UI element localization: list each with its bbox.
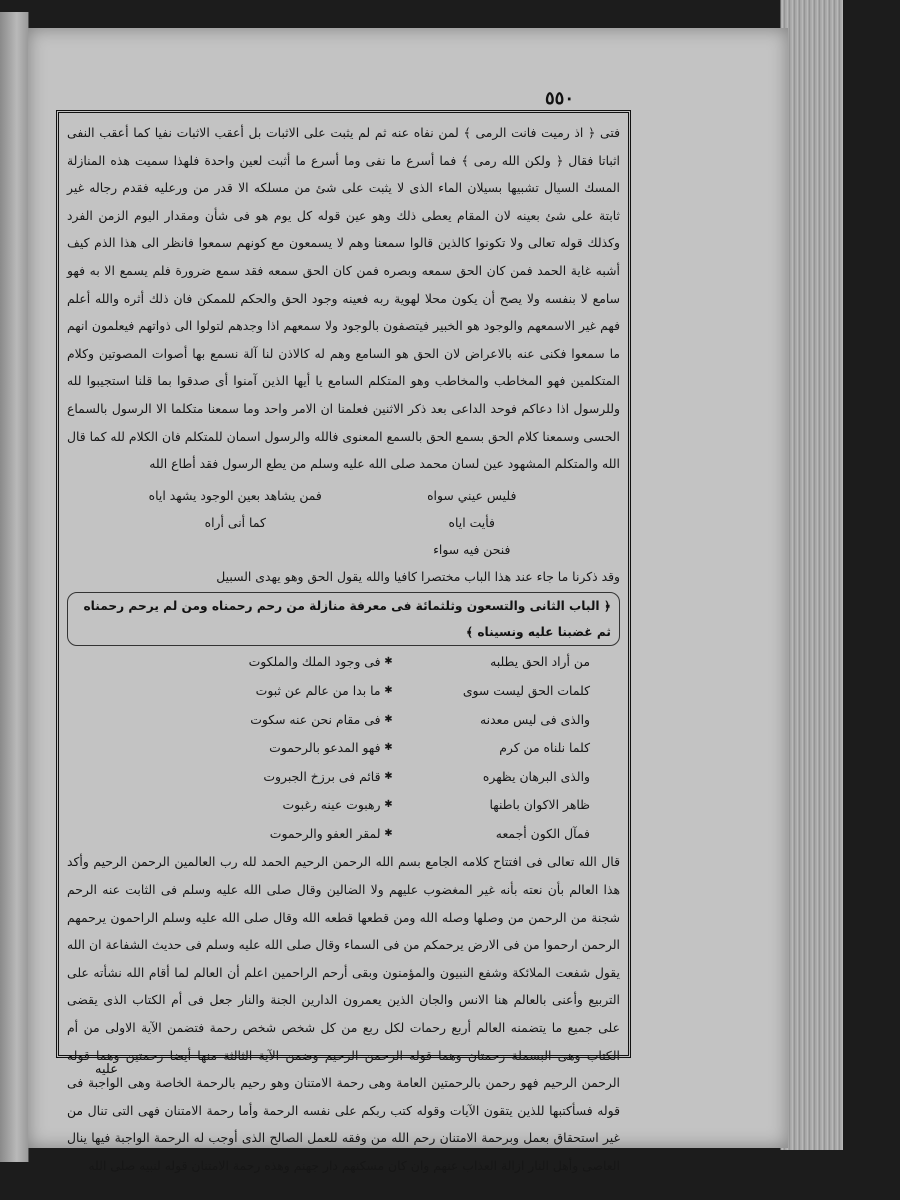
verse-separator-icon: ✱ — [384, 799, 393, 811]
verse-first-half: كلما نلناه من كرم — [499, 740, 590, 756]
poem-first-line: فنحن فيه سواء — [433, 541, 511, 557]
left-page-edge — [0, 12, 29, 1162]
verse-separator-icon: ✱ — [384, 827, 393, 839]
text-mid: وقد ذكرنا ما جاء عند هذا الباب مختصرا كافيا والله يقول الحق وهو يهدى السبيل — [216, 568, 620, 584]
verse-row — [187, 677, 590, 706]
text-frame — [56, 110, 631, 1173]
verse-first-half: والذى البرهان يظهره — [482, 768, 590, 784]
page-stack-edge — [780, 0, 843, 1150]
poem-second — [67, 648, 620, 848]
verse-first-half: والذى فى ليس معدنه — [480, 711, 590, 727]
verse-second-half: فهو المدعو بالرحموت — [269, 740, 381, 756]
verse-first-half: ظاهر الاكوان باطنها — [489, 797, 590, 813]
poem-first — [67, 478, 620, 563]
poem-first-line: كما أنى أراه — [204, 514, 266, 530]
verse-second-half: رهبوت عينه رغبوت — [282, 797, 381, 813]
text-block-intro: فتى ﴿ اذ رميت فانت الرمى ﴾ لمن نفاه عنه ثم لم يثبت على الاثبات بل أعقب الاثبات نفيا كما أعقب النفى اثباتا فقال ﴿ ولكن الله رمى ﴾ فما أسرع ما نفى وما أسرع ما أثبت لعين واحدة فلهذا سميت هذه المنازلة المسك السيال تشبيها بسيلان الماء الذى لا يثبت على شئ من مسلكه الا قدر من ورعليه فقدم رجاله غير ثابتة على شئ بعينه لان المقام يعطى ذلك وهو عين قوله كل يوم هو فى شأن ومقدار اليوم الزمن الفرد وكذلك قوله تعالى ولا تكونوا كالذين قالوا سمعنا وهم لا يسمعون مع كونهم سمعوا فانظر الى هذا الذم كيف أشبه غاية الحمد فمن كان الحق سمعه وبصره فمن كان الحق سمعه فقد سمع ضرورة فلم يسمع الا به فهو سامع لا بنفسه ولا يصح أن يكون محلا لهوية ربه فعينه وجود الحق والحكم للممكن فان ذلك أثره والله أعلم فهم غير الاسمعهم والوجود هو الخبير فيتصفون بالوجود ولا سمعهم اذا وجدهم لتولوا الى ذواتهم فيعلمون انهم ما سمعوا فكنى عنه بالاعراض لان الحق هو السامع وهم له كالاذن لنا آلة نسمع بها أصوات المصوتين وكلام المتكلمين فهو المخاطب والمخاطب وهو المتكلم السامع يا أيها الذين آمنوا أى صدقوا بما قلنا استجيبوا لله وللرسول اذا دعاكم فوحد الداعى بعد ذكر الاثنين فعلمنا ان الامر واحد وما سمعنا متكلما الا الرسول بالسماع الحسى وسمعنا كلام الحق بسمع الحق بالسمع المعنوى فالله والرسول اسمان للمتكلم فان الكلام لله كما قال الله والمتكلم المشهود عين لسان محمد صلى الله عليه وسلم من يطع الرسول فقد أطاع الله — [67, 125, 620, 472]
verse-second-half: ما بدا من عالم عن ثبوت — [255, 682, 381, 698]
verse-row — [187, 791, 590, 820]
verse-first-half: من أراد الحق يطلبه — [490, 654, 590, 670]
chapter-title: ﴿ الباب الثانى والتسعون وثلثمائة فى معرفة منازلة من رحم رحمناه ومن لم يرحم رحمناه ثم غضبنا عليه ونسيناه ﴾ — [67, 592, 620, 646]
verse-row — [187, 734, 590, 763]
verse-separator-icon: ✱ — [384, 770, 393, 782]
poem-first-line: فمن يشاهد بعين الوجود يشهد اياه — [148, 487, 322, 503]
poem-first-line: فأيت اياه — [448, 514, 495, 530]
verse-second-half: لمقر العفو والرحموت — [269, 825, 381, 841]
verse-first-half: فمآل الكون أجمعه — [495, 825, 590, 841]
verse-separator-icon: ✱ — [384, 684, 393, 696]
verse-second-half: فى وجود الملك والملكوت — [248, 654, 381, 670]
catchword: عليه — [95, 1062, 118, 1077]
verse-row — [187, 763, 590, 792]
verse-separator-icon: ✱ — [384, 656, 393, 668]
verse-second-half: قائم فى برزخ الجبروت — [263, 768, 381, 784]
page-number: ٥٥٠ — [545, 88, 575, 109]
verse-second-half: فى مقام نحن عنه سكوت — [250, 711, 381, 727]
verse-separator-icon: ✱ — [384, 742, 393, 754]
text-block-outro: قال الله تعالى فى افتتاح كلامه الجامع بسم الله الرحمن الرحيم الحمد لله رب العالمين الرحمن الرحيم وأكد هذا العالم بأن نعته بأنه غير المغضوب عليهم ولا الضالين وقال صلى الله عليه وسلم فى الثابت عنه الرحم شجنة من الرحمن من وصلها وصله الله ومن قطعها قطعه الله وقال صلى الله عليه وسلم الراحمون يرحمهم الرحمن ارحموا من فى الارض يرحمكم من فى السماء وقال صلى الله عليه وسلم فى حديث الشفاعة ان الله يقول شفعت الملائكة وشفع النبيون والمؤمنون وبقى أرحم الراحمين اعلم أن العالم لما أقام الله نشأته على التربيع وأعنى بالعالم هنا الانس والجان الذين يعمرون الدارين الجنة والنار جعل فى أم الكتاب الذى يقضى على جميع ما يتضمنه العالم أربع رحمات لكل ربع من كل شخص شخص رحمة فتضمن الآية الاولى من أم الكتاب وهى البسملة رحمتان وهما قوله الرحمن الرحيم وضمن الآية الثالثة منها أيضا رحمتين وهما قوله الرحمن الرحيم فهو رحمن بالرحمتين العامة وهى رحمة الامتنان وهو رحيم بالرحمة الخاصة وهى الواجبة فى قوله فسأكتبها للذين يتقون الآيات وقوله كتب ربكم على نفسه الرحمة وأما رحمة الامتنان فهى التى تنال من غير استحقاق بعمل وبرحمة الامتنان رحم الله من وفقه للعمل الصالح الذى أوجب له الرحمة الواجبة فيها ينال العاصى وأهل النار ازالة العذاب عنهم وان كان مسكنهم دار جهنم وهذه رحمة الامتنان قوله لنبيه صلى الله — [67, 854, 620, 1173]
verse-row — [187, 706, 590, 735]
poem-first-line: فليس عيني سواه — [427, 487, 517, 503]
verse-row — [187, 648, 590, 677]
verse-first-half: كلمات الحق ليست سوى — [462, 682, 590, 698]
verse-row — [187, 820, 590, 849]
verse-separator-icon: ✱ — [384, 713, 393, 725]
